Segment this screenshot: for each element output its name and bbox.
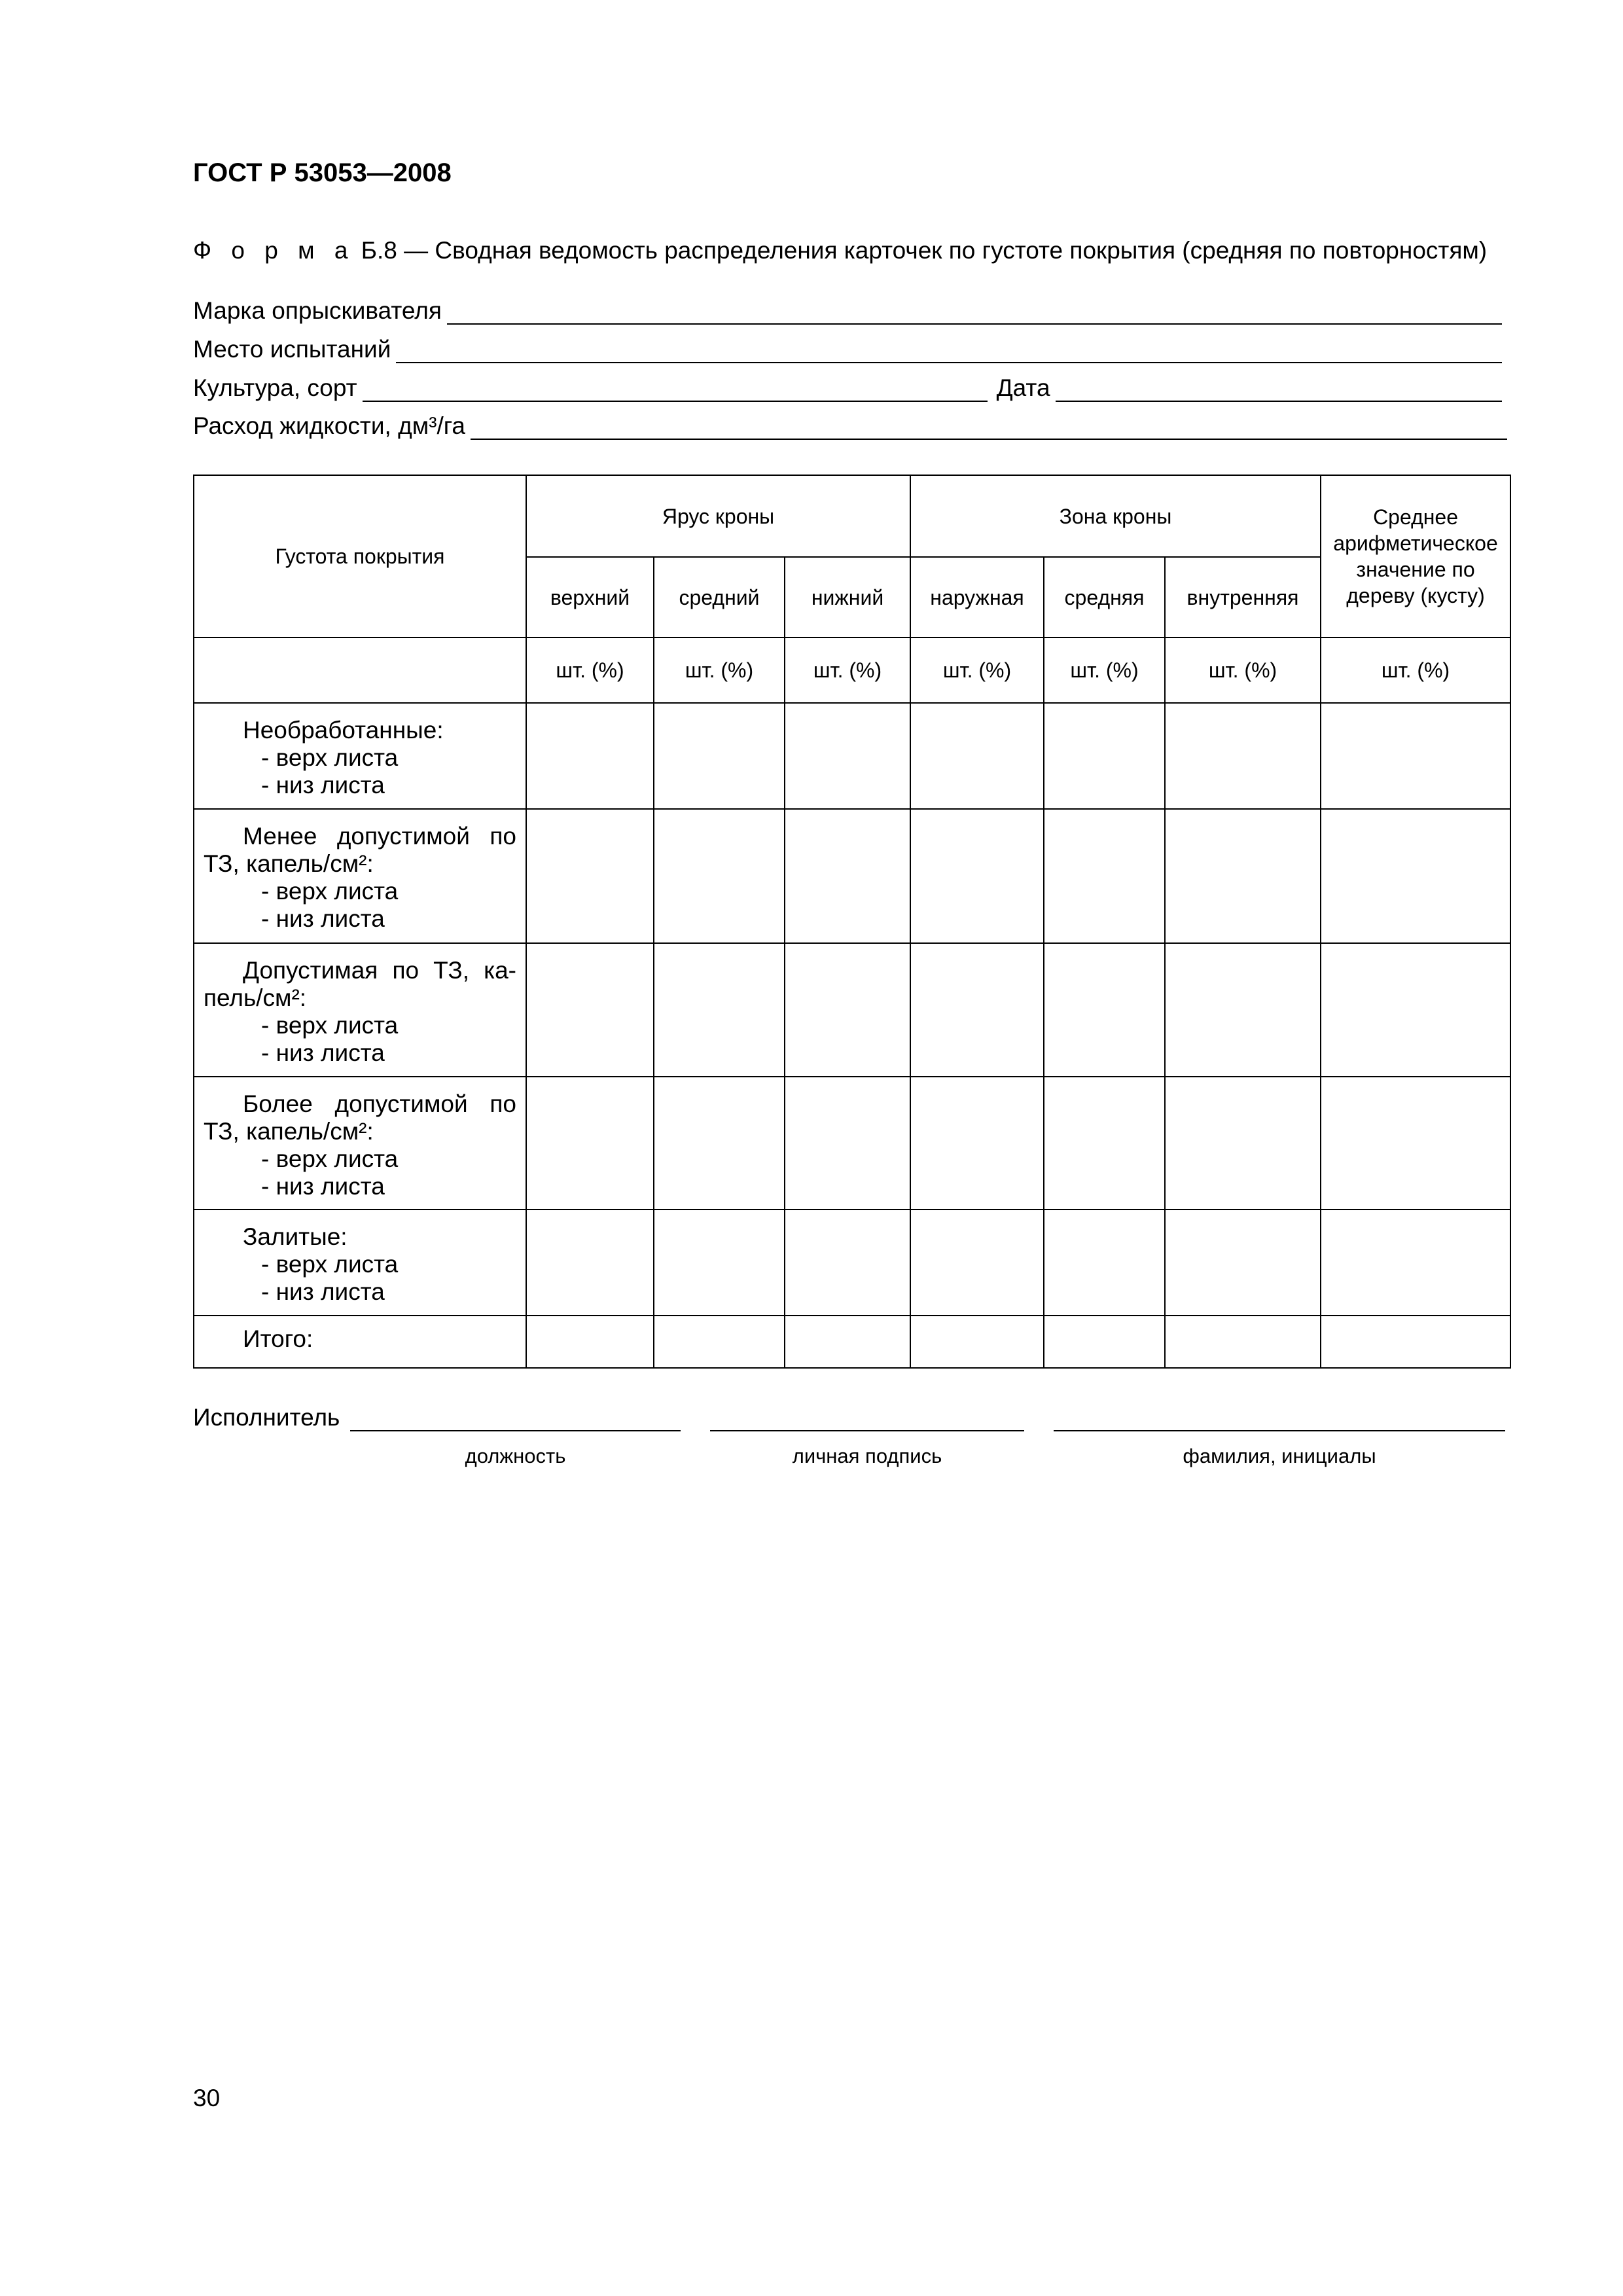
row-label bbox=[194, 703, 526, 809]
field-label: Место испытаний bbox=[193, 336, 391, 363]
signature-label: Исполнитель bbox=[193, 1404, 340, 1431]
data-cell[interactable] bbox=[526, 1210, 654, 1316]
name-line[interactable] bbox=[1054, 1430, 1505, 1431]
unit-cell: шт. (%) bbox=[1044, 637, 1165, 703]
data-cell[interactable] bbox=[1044, 943, 1165, 1076]
data-cell[interactable] bbox=[785, 809, 910, 943]
row-label bbox=[194, 809, 526, 943]
data-cell[interactable] bbox=[526, 943, 654, 1076]
data-cell[interactable] bbox=[1321, 1077, 1510, 1210]
data-cell[interactable] bbox=[1165, 1316, 1321, 1368]
fill-in-line[interactable] bbox=[1056, 377, 1502, 402]
row-label bbox=[194, 943, 526, 1076]
unit-cell: шт. (%) bbox=[1321, 637, 1510, 703]
data-cell[interactable] bbox=[1044, 703, 1165, 809]
data-cell[interactable] bbox=[1321, 943, 1510, 1076]
row-label-main: Итого: bbox=[243, 1325, 313, 1352]
data-cell[interactable] bbox=[910, 1210, 1044, 1316]
row-label-sub: - верх листа bbox=[261, 1145, 399, 1172]
unit-cell: шт. (%) bbox=[1165, 637, 1321, 703]
header-crown-zone: Зона кроны bbox=[910, 475, 1321, 557]
data-cell[interactable] bbox=[654, 1210, 785, 1316]
data-cell[interactable] bbox=[910, 1316, 1044, 1368]
data-cell[interactable] bbox=[785, 943, 910, 1076]
row-label-sub: - верх листа bbox=[261, 744, 399, 772]
data-cell[interactable] bbox=[1165, 1210, 1321, 1316]
data-cell[interactable] bbox=[1044, 1077, 1165, 1210]
row-label-sub: - низ листа bbox=[261, 905, 385, 933]
unit-cell: шт. (%) bbox=[910, 637, 1044, 703]
field-test-site bbox=[193, 334, 1502, 363]
row-label-sub: - верх листа bbox=[261, 1012, 399, 1039]
document-code: ГОСТ Р 53053—2008 bbox=[193, 158, 452, 187]
table-row-total bbox=[194, 1316, 1510, 1368]
table-row bbox=[194, 703, 1510, 809]
row-label-main: Менее допустимой по ТЗ, капель/см²: bbox=[204, 823, 516, 878]
table-row bbox=[194, 943, 1510, 1076]
fill-in-line[interactable] bbox=[363, 377, 988, 402]
data-cell[interactable] bbox=[785, 1316, 910, 1368]
row-label-main: Необработанные: bbox=[243, 717, 444, 744]
field-sprayer-brand bbox=[193, 296, 1502, 325]
unit-cell: шт. (%) bbox=[785, 637, 910, 703]
data-cell[interactable] bbox=[526, 703, 654, 809]
fill-in-line[interactable] bbox=[396, 338, 1502, 363]
header-zone-outer: наружная bbox=[910, 557, 1044, 637]
data-cell[interactable] bbox=[1165, 1077, 1321, 1210]
data-cell[interactable] bbox=[654, 703, 785, 809]
field-label: Марка опрыскивателя bbox=[193, 297, 442, 324]
row-label-sub: - низ листа bbox=[261, 1039, 385, 1067]
field-label: Культура, сорт bbox=[193, 374, 357, 401]
data-cell[interactable] bbox=[1165, 943, 1321, 1076]
data-cell[interactable] bbox=[1321, 1210, 1510, 1316]
fill-in-line[interactable] bbox=[447, 300, 1502, 325]
header-zone-middle: средняя bbox=[1044, 557, 1165, 637]
row-label-sub: - низ листа bbox=[261, 1278, 385, 1305]
field-label: Дата bbox=[996, 374, 1050, 401]
header-empty-cell bbox=[194, 637, 526, 703]
unit-cell: шт. (%) bbox=[526, 637, 654, 703]
signature-caption: личная подпись bbox=[792, 1444, 942, 1467]
data-cell[interactable] bbox=[910, 809, 1044, 943]
header-crown-tier: Ярус кроны bbox=[526, 475, 910, 557]
data-cell[interactable] bbox=[785, 703, 910, 809]
data-cell[interactable] bbox=[1044, 809, 1165, 943]
table-row bbox=[194, 1210, 1510, 1316]
data-cell[interactable] bbox=[526, 1077, 654, 1210]
fill-in-line[interactable] bbox=[471, 415, 1507, 440]
signature-line[interactable] bbox=[710, 1430, 1024, 1431]
data-cell[interactable] bbox=[910, 1077, 1044, 1210]
row-label-sub: - верх листа bbox=[261, 878, 399, 905]
data-cell[interactable] bbox=[654, 1316, 785, 1368]
row-label-sub: - верх листа bbox=[261, 1250, 399, 1278]
row-label-sub: - низ листа bbox=[261, 772, 385, 799]
header-coverage: Густота покрытия bbox=[194, 475, 526, 637]
page-number: 30 bbox=[193, 2085, 221, 2111]
data-cell[interactable] bbox=[1165, 809, 1321, 943]
data-cell[interactable] bbox=[1321, 703, 1510, 809]
position-caption: должность bbox=[465, 1444, 566, 1467]
data-cell[interactable] bbox=[526, 1316, 654, 1368]
table-row bbox=[194, 809, 1510, 943]
row-label bbox=[194, 1316, 526, 1368]
data-cell[interactable] bbox=[785, 1077, 910, 1210]
field-crop-date bbox=[193, 373, 1502, 402]
data-cell[interactable] bbox=[1165, 703, 1321, 809]
data-cell[interactable] bbox=[654, 809, 785, 943]
data-cell[interactable] bbox=[1321, 1316, 1510, 1368]
unit-cell: шт. (%) bbox=[654, 637, 785, 703]
data-cell[interactable] bbox=[910, 943, 1044, 1076]
data-cell[interactable] bbox=[1044, 1210, 1165, 1316]
row-label-sub: - низ листа bbox=[261, 1172, 385, 1200]
signature-block bbox=[193, 1397, 1535, 1482]
form-title bbox=[193, 237, 1487, 264]
field-label: Расход жидкости, дм³/га bbox=[193, 412, 465, 439]
data-cell[interactable] bbox=[654, 943, 785, 1076]
header-tier-middle: средний bbox=[654, 557, 785, 637]
header-tier-lower: нижний bbox=[785, 557, 910, 637]
data-cell[interactable] bbox=[1321, 809, 1510, 943]
name-caption: фамилия, инициалы bbox=[1183, 1444, 1376, 1467]
row-label bbox=[194, 1210, 526, 1316]
form-title-text: Б.8 — Сводная ведомость распределения карточек по густоте покрытия (средняя по повторностям) bbox=[361, 237, 1488, 264]
row-label-main: Допустимая по ТЗ, капель/см²: bbox=[204, 957, 516, 1012]
data-cell[interactable] bbox=[654, 1077, 785, 1210]
data-cell[interactable] bbox=[910, 703, 1044, 809]
coverage-table bbox=[193, 475, 1511, 1369]
header-tier-upper: верхний bbox=[526, 557, 654, 637]
form-title-prefix: Ф о р м а bbox=[193, 237, 355, 264]
row-label-main: Более допустимой по ТЗ, капель/см²: bbox=[204, 1090, 516, 1145]
data-cell[interactable] bbox=[785, 1210, 910, 1316]
row-label bbox=[194, 1077, 526, 1210]
header-zone-inner: внутренняя bbox=[1165, 557, 1321, 637]
position-line[interactable] bbox=[350, 1430, 681, 1431]
table-row bbox=[194, 1077, 1510, 1210]
row-label-main: Залитые: bbox=[243, 1223, 348, 1250]
header-average: Среднее арифметическое значение по дереву (кусту) bbox=[1321, 475, 1510, 637]
field-liquid-rate bbox=[193, 411, 1507, 440]
data-cell[interactable] bbox=[526, 809, 654, 943]
data-cell[interactable] bbox=[1044, 1316, 1165, 1368]
